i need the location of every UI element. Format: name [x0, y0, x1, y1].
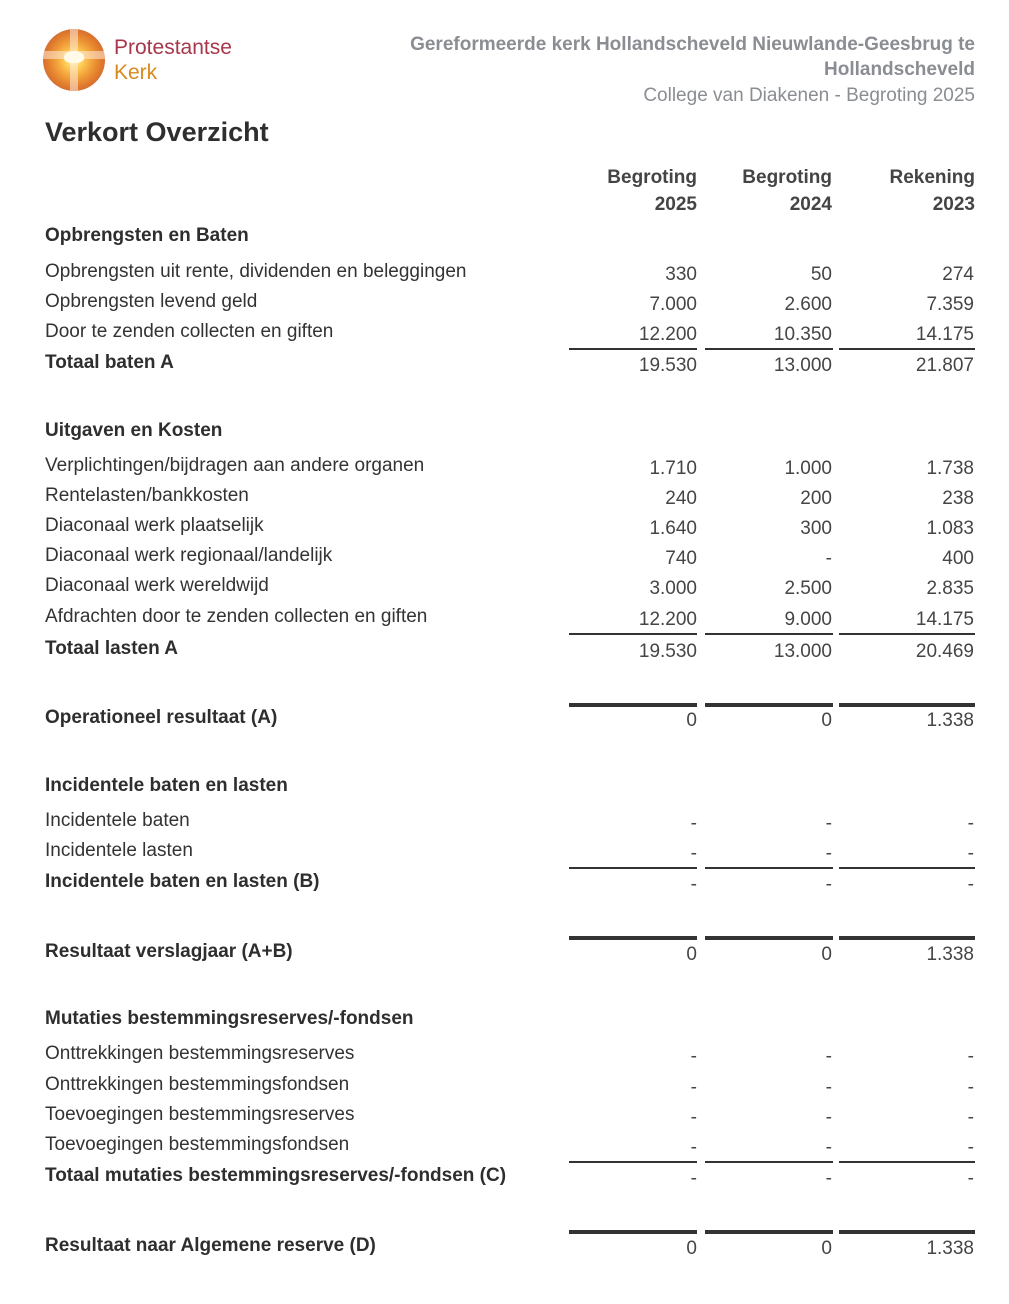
logo-text-line1: Protestantse	[114, 36, 232, 59]
total-row-lasten: Totaal lasten A 19.530 13.000 20.469	[45, 638, 974, 662]
subtotal-rule	[705, 348, 833, 350]
section-heading-mutaties: Mutaties bestemmingsreserves/-fondsen	[45, 1008, 414, 1029]
table-row: Onttrekkingen bestemmingsfondsen - - -	[45, 1074, 974, 1098]
page-title: Verkort Overzicht	[45, 117, 269, 147]
table-row: Incidentele lasten - - -	[45, 840, 974, 864]
total-row-baten: Totaal baten A 19.530 13.000 21.807	[45, 352, 974, 376]
table-row: Verplichtingen/bijdragen aan andere organen 1.710 1.000 1.738	[45, 455, 974, 479]
table-row: Opbrengsten uit rente, dividenden en beleggingen 330 50 274	[45, 261, 974, 285]
document-header	[335, 32, 975, 108]
result-row-verslagjaar: Resultaat verslagjaar (A+B) 0 0 1.338	[45, 941, 974, 965]
table-row: Diaconaal werk wereldwijd 3.000 2.500 2.835	[45, 575, 974, 599]
subtotal-rule	[705, 633, 833, 635]
subtotal-rule	[569, 633, 697, 635]
table-row: Diaconaal werk regionaal/landelijk 740 - 400	[45, 545, 974, 569]
table-row: Door te zenden collecten en giften 12.200 10.350 14.175	[45, 321, 974, 345]
logo-text-line2: Kerk	[114, 61, 158, 84]
table-row: Rentelasten/bankkosten 240 200 238	[45, 485, 974, 509]
section-heading-baten: Opbrengsten en Baten	[45, 225, 249, 246]
subtotal-rule	[839, 348, 975, 350]
subtotal-rule	[569, 348, 697, 350]
table-row: Afdrachten door te zenden collecten en giften 12.200 9.000 14.175	[45, 606, 974, 630]
subtotal-rule	[705, 867, 833, 869]
result-row-algemene-reserve: Resultaat naar Algemene reserve (D) 0 0 1.338	[45, 1235, 974, 1259]
subtotal-rule	[569, 1161, 697, 1163]
column-header-begroting-2025: Begroting 2025	[607, 167, 697, 215]
subtotal-rule	[839, 633, 975, 635]
subtotal-rule	[839, 867, 975, 869]
result-row-operationeel: Operationeel resultaat (A) 0 0 1.338	[45, 707, 974, 731]
subtotal-rule	[839, 1161, 975, 1163]
table-row: Diaconaal werk plaatselijk 1.640 300 1.083	[45, 515, 974, 539]
total-row-incidenteel: Incidentele baten en lasten (B) - - -	[45, 871, 974, 895]
column-header-begroting-2024: Begroting 2024	[742, 167, 832, 215]
organization-name: Gereformeerde kerk Hollandscheveld Nieuwlande-Geesbrug te Hollandscheveld	[410, 34, 975, 80]
subtotal-rule	[569, 867, 697, 869]
table-row: Incidentele baten - - -	[45, 810, 974, 834]
subtotal-rule	[705, 1161, 833, 1163]
column-headers	[0, 164, 1009, 220]
document-subtitle: College van Diakenen - Begroting 2025	[643, 85, 975, 106]
total-row-mutaties: Totaal mutaties bestemmingsreserves/-fondsen (C) - - -	[45, 1165, 974, 1189]
table-row: Onttrekkingen bestemmingsreserves - - -	[45, 1043, 974, 1067]
dove-cross-logo-icon	[43, 29, 105, 91]
table-row: Opbrengsten levend geld 7.000 2.600 7.359	[45, 291, 974, 315]
section-heading-lasten: Uitgaven en Kosten	[45, 420, 223, 441]
table-row: Toevoegingen bestemmingsreserves - - -	[45, 1104, 974, 1128]
protestantse-kerk-logo	[43, 29, 232, 91]
table-row: Toevoegingen bestemmingsfondsen - - -	[45, 1134, 974, 1158]
column-header-rekening-2023: Rekening 2023	[889, 167, 975, 215]
section-heading-incidenteel: Incidentele baten en lasten	[45, 775, 288, 796]
